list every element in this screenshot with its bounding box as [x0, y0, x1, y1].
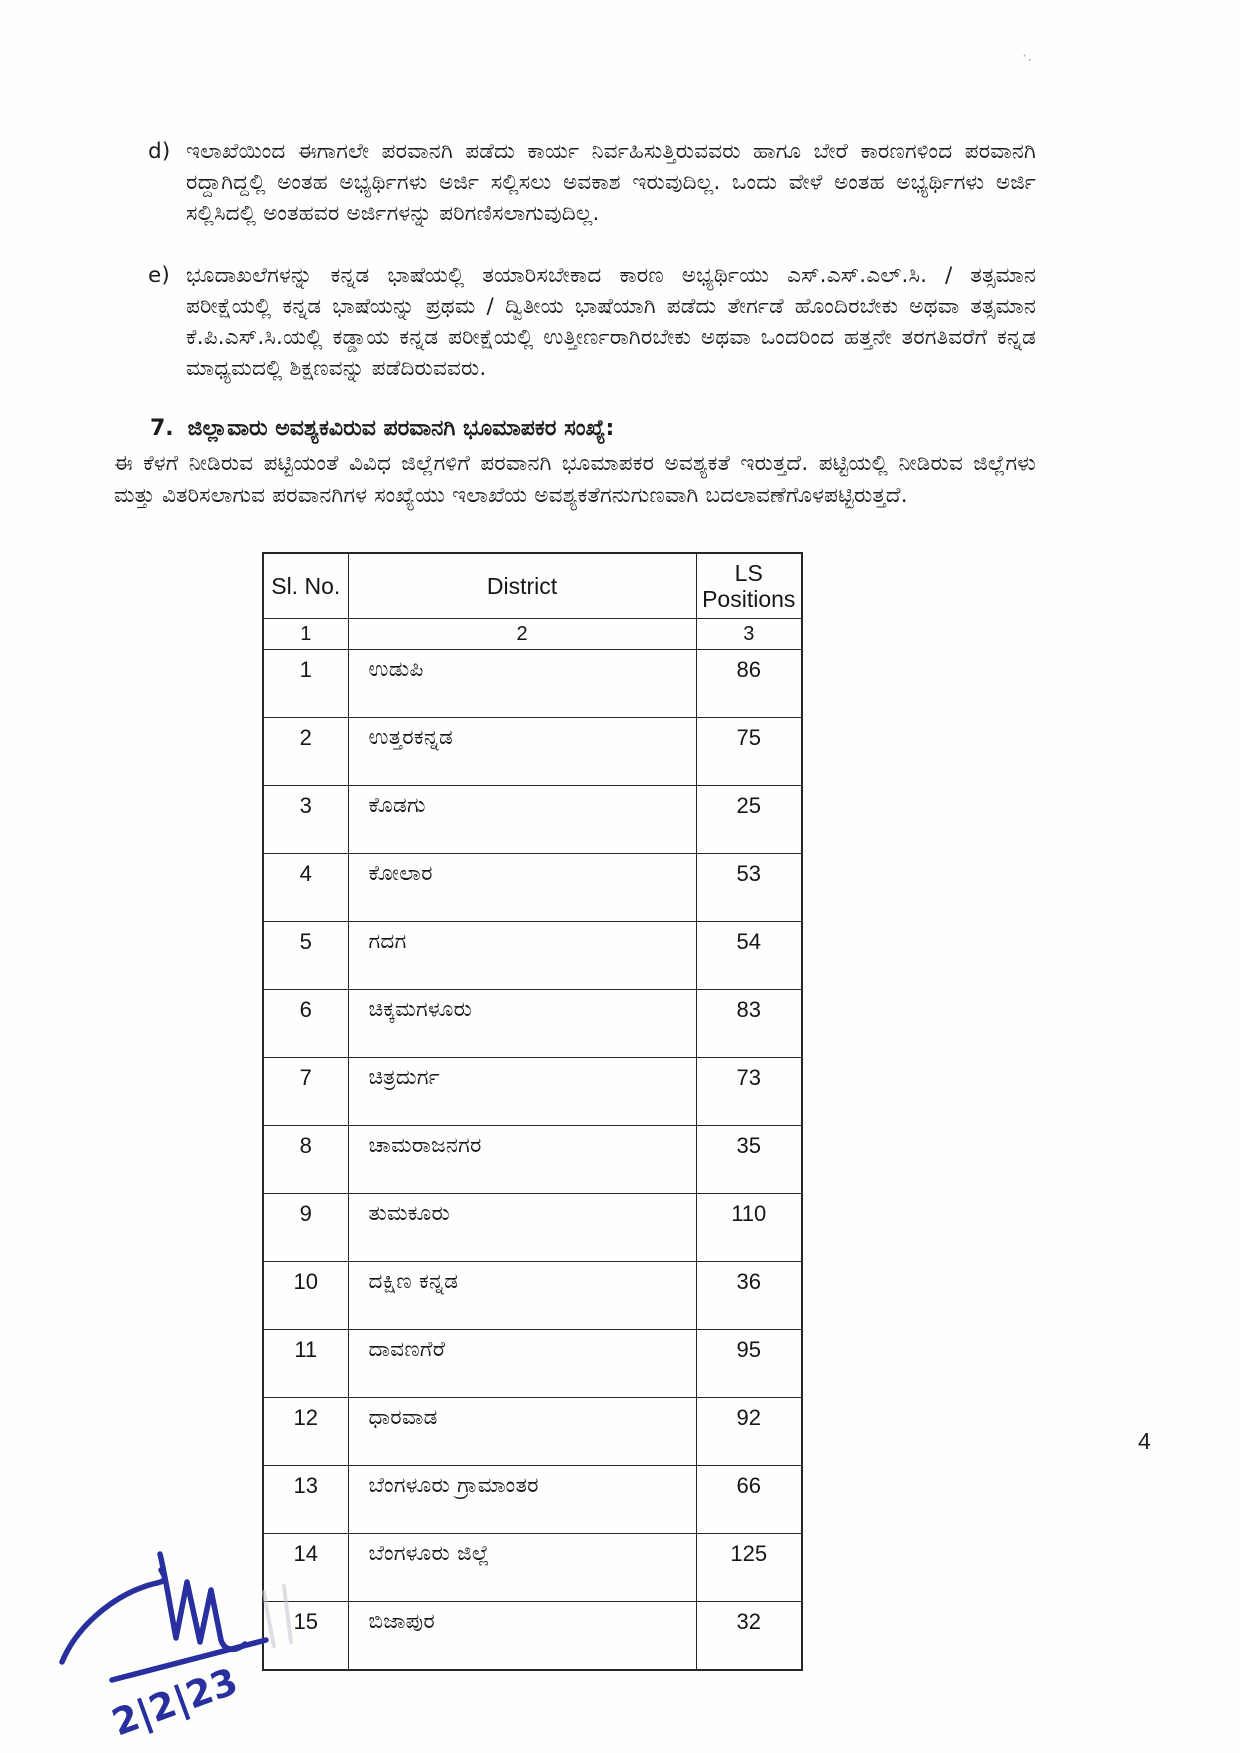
table-row	[263, 1398, 802, 1466]
sl-no-cell: 11	[263, 1330, 348, 1398]
paragraph-e-label: e)	[148, 263, 171, 288]
signature-strokes	[62, 1554, 266, 1680]
ls-positions-cell: 92	[696, 1398, 802, 1466]
ls-positions-cell: 75	[696, 718, 802, 786]
section-7-body: ಈ ಕೆಳಗೆ ನೀಡಿರುವ ಪಟ್ಟಿಯಂತೆ ವಿವಿಧ ಜಿಲ್ಲೆಗಳಿಗೆ ಪರವಾನಗಿ ಭೂಮಾಪಕರ ಅವಶ್ಯಕತೆ ಇರುತ್ತದೆ. ಪಟ್ಟಿಯಲ್ಲಿ ನೀಡಿರುವ ಜಿಲ್ಲೆಗಳು ಮತ್ತು ವಿತರಿಸಲಾಗುವ ಪರವಾನಗಿಗಳ ಸಂಖ್ಯೆಯು ಇಲಾಖೆಯ ಅವಶ್ಯಕತೆಗನುಗುಣವಾಗಿ ಬದಲಾವಣೆಗೊಳಪಟ್ಟಿರುತ್ತದೆ.	[114, 451, 1036, 508]
page-number: 4	[1138, 1428, 1151, 1454]
table-row	[263, 1194, 802, 1262]
ls-positions-cell: 35	[696, 1126, 802, 1194]
signature-date: 2|2|23	[106, 1659, 244, 1745]
district-cell: ಚಿಕ್ಕಮಗಳೂರು	[348, 990, 696, 1058]
table-row	[263, 854, 802, 922]
paragraph-d	[148, 136, 1036, 229]
district-cell: ದಕ್ಷಿಣ ಕನ್ನಡ	[348, 1262, 696, 1330]
ls-positions-cell: 54	[696, 922, 802, 990]
ls-positions-cell: 53	[696, 854, 802, 922]
sl-no-cell: 1	[263, 650, 348, 718]
section-7-title: ಜಿಲ್ಲಾವಾರು ಅವಶ್ಯಕವಿರುವ ಪರವಾನಗಿ ಭೂಮಾಪಕರ ಸಂಖ್ಯೆ:	[187, 416, 615, 441]
sl-no-cell: 14	[263, 1534, 348, 1602]
section-7-heading	[150, 414, 614, 444]
table-row	[263, 786, 802, 854]
sl-no-cell: 7	[263, 1058, 348, 1126]
table-row	[263, 1330, 802, 1398]
paragraph-e-text: ಭೂದಾಖಲೆಗಳನ್ನು ಕನ್ನಡ ಭಾಷೆಯಲ್ಲಿ ತಯಾರಿಸಬೇಕಾದ ಕಾರಣ ಅಭ್ಯರ್ಥಿಯು ಎಸ್.ಎಸ್.ಎಲ್.ಸಿ. / ತತ್ಸಮಾನ ಪರೀಕ್ಷೆಯಲ್ಲಿ ಕನ್ನಡ ಭಾಷೆಯನ್ನು ಪ್ರಥಮ / ದ್ವಿತೀಯ ಭಾಷೆಯಾಗಿ ಪಡೆದು ತೇರ್ಗಡೆ ಹೊಂದಿರಬೇಕು ಅಥವಾ ತತ್ಸಮಾನ ಕೆ.ಪಿ.ಎಸ್.ಸಿ.ಯಲ್ಲಿ ಕಡ್ಡಾಯ ಕನ್ನಡ ಪರೀಕ್ಷೆಯಲ್ಲಿ ಉತ್ತೀರ್ಣರಾಗಿರಬೇಕು ಅಥವಾ ಒಂದರಿಂದ ಹತ್ತನೇ ತರಗತಿವರೆಗೆ ಕನ್ನಡ ಮಾಧ್ಯಮದಲ್ಲಿ ಶಿಕ್ಷಣವನ್ನು ಪಡೆದಿರುವವರು.	[186, 263, 1036, 381]
ls-positions-cell: 125	[696, 1534, 802, 1602]
sl-no-cell: 15	[263, 1602, 348, 1671]
section-7-number: 7.	[150, 416, 174, 441]
district-cell: ಉತ್ತರಕನ್ನಡ	[348, 718, 696, 786]
sl-no-cell: 9	[263, 1194, 348, 1262]
district-cell: ಕೊಡಗು	[348, 786, 696, 854]
district-cell: ಉಡುಪಿ	[348, 650, 696, 718]
signature	[48, 1540, 368, 1753]
district-cell: ಬೆಂಗಳೂರು ಗ್ರಾಮಾಂತರ	[348, 1466, 696, 1534]
header-ls-positions: LS Positions	[696, 553, 802, 619]
sl-no-cell: 5	[263, 922, 348, 990]
ls-positions-cell: 32	[696, 1602, 802, 1671]
table-row	[263, 1126, 802, 1194]
ls-positions-cell: 110	[696, 1194, 802, 1262]
district-cell: ದಾವಣಗೆರೆ	[348, 1330, 696, 1398]
ls-positions-cell: 73	[696, 1058, 802, 1126]
sl-no-cell: 8	[263, 1126, 348, 1194]
district-cell: ತುಮಕೂರು	[348, 1194, 696, 1262]
colnum-3: 3	[696, 619, 802, 650]
paragraph-d-label: d)	[148, 139, 171, 164]
sl-no-cell: 12	[263, 1398, 348, 1466]
sl-no-cell: 6	[263, 990, 348, 1058]
colnum-1: 1	[263, 619, 348, 650]
district-cell: ಕೋಲಾರ	[348, 854, 696, 922]
district-cell: ಬೆಂಗಳೂರು ಜಿಲ್ಲೆ	[348, 1534, 696, 1602]
table-row	[263, 1058, 802, 1126]
sl-no-cell: 2	[263, 718, 348, 786]
ls-positions-cell: 36	[696, 1262, 802, 1330]
district-cell: ಬಿಜಾಪುರ	[348, 1602, 696, 1671]
header-district: District	[348, 553, 696, 619]
district-cell: ಧಾರವಾಡ	[348, 1398, 696, 1466]
paragraph-e	[148, 260, 1036, 384]
district-ls-positions-table	[262, 552, 803, 1671]
district-cell: ಚಿತ್ರದುರ್ಗ	[348, 1058, 696, 1126]
sl-no-cell: 13	[263, 1466, 348, 1534]
ls-positions-cell: 66	[696, 1466, 802, 1534]
sl-no-cell: 4	[263, 854, 348, 922]
table-header-row	[263, 553, 802, 619]
paragraph-d-text: ಇಲಾಖೆಯಿಂದ ಈಗಾಗಲೇ ಪರವಾನಗಿ ಪಡೆದು ಕಾರ್ಯ ನಿರ್ವಹಿಸುತ್ತಿರುವವರು ಹಾಗೂ ಬೇರೆ ಕಾರಣಗಳಿಂದ ಪರವಾನಗಿ ರದ್ದಾಗಿದ್ದಲ್ಲಿ ಅಂತಹ ಅಭ್ಯರ್ಥಿಗಳು ಅರ್ಜಿ ಸಲ್ಲಿಸಲು ಅವಕಾಶ ಇರುವುದಿಲ್ಲ. ಒಂದು ವೇಳೆ ಅಂತಹ ಅಭ್ಯರ್ಥಿಗಳು ಅರ್ಜಿ ಸಲ್ಲಿಸಿದಲ್ಲಿ ಅಂತಹವರ ಅರ್ಜಿಗಳನ್ನು ಪರಿಗಣಿಸಲಾಗುವುದಿಲ್ಲ.	[186, 139, 1036, 226]
header-sl-no: Sl. No.	[263, 553, 348, 619]
scan-speck: ·.	[1022, 46, 1033, 65]
ghost-marks	[264, 1586, 291, 1646]
ls-positions-cell: 95	[696, 1330, 802, 1398]
ls-positions-cell: 86	[696, 650, 802, 718]
ls-positions-cell: 25	[696, 786, 802, 854]
sl-no-cell: 10	[263, 1262, 348, 1330]
column-number-row	[263, 619, 802, 650]
district-cell: ಗದಗ	[348, 922, 696, 990]
table-row	[263, 1262, 802, 1330]
ls-positions-cell: 83	[696, 990, 802, 1058]
table-row	[263, 718, 802, 786]
table-row	[263, 990, 802, 1058]
district-cell: ಚಾಮರಾಜನಗರ	[348, 1126, 696, 1194]
table-row	[263, 1466, 802, 1534]
colnum-2: 2	[348, 619, 696, 650]
table-row	[263, 650, 802, 718]
table-row	[263, 922, 802, 990]
sl-no-cell: 3	[263, 786, 348, 854]
